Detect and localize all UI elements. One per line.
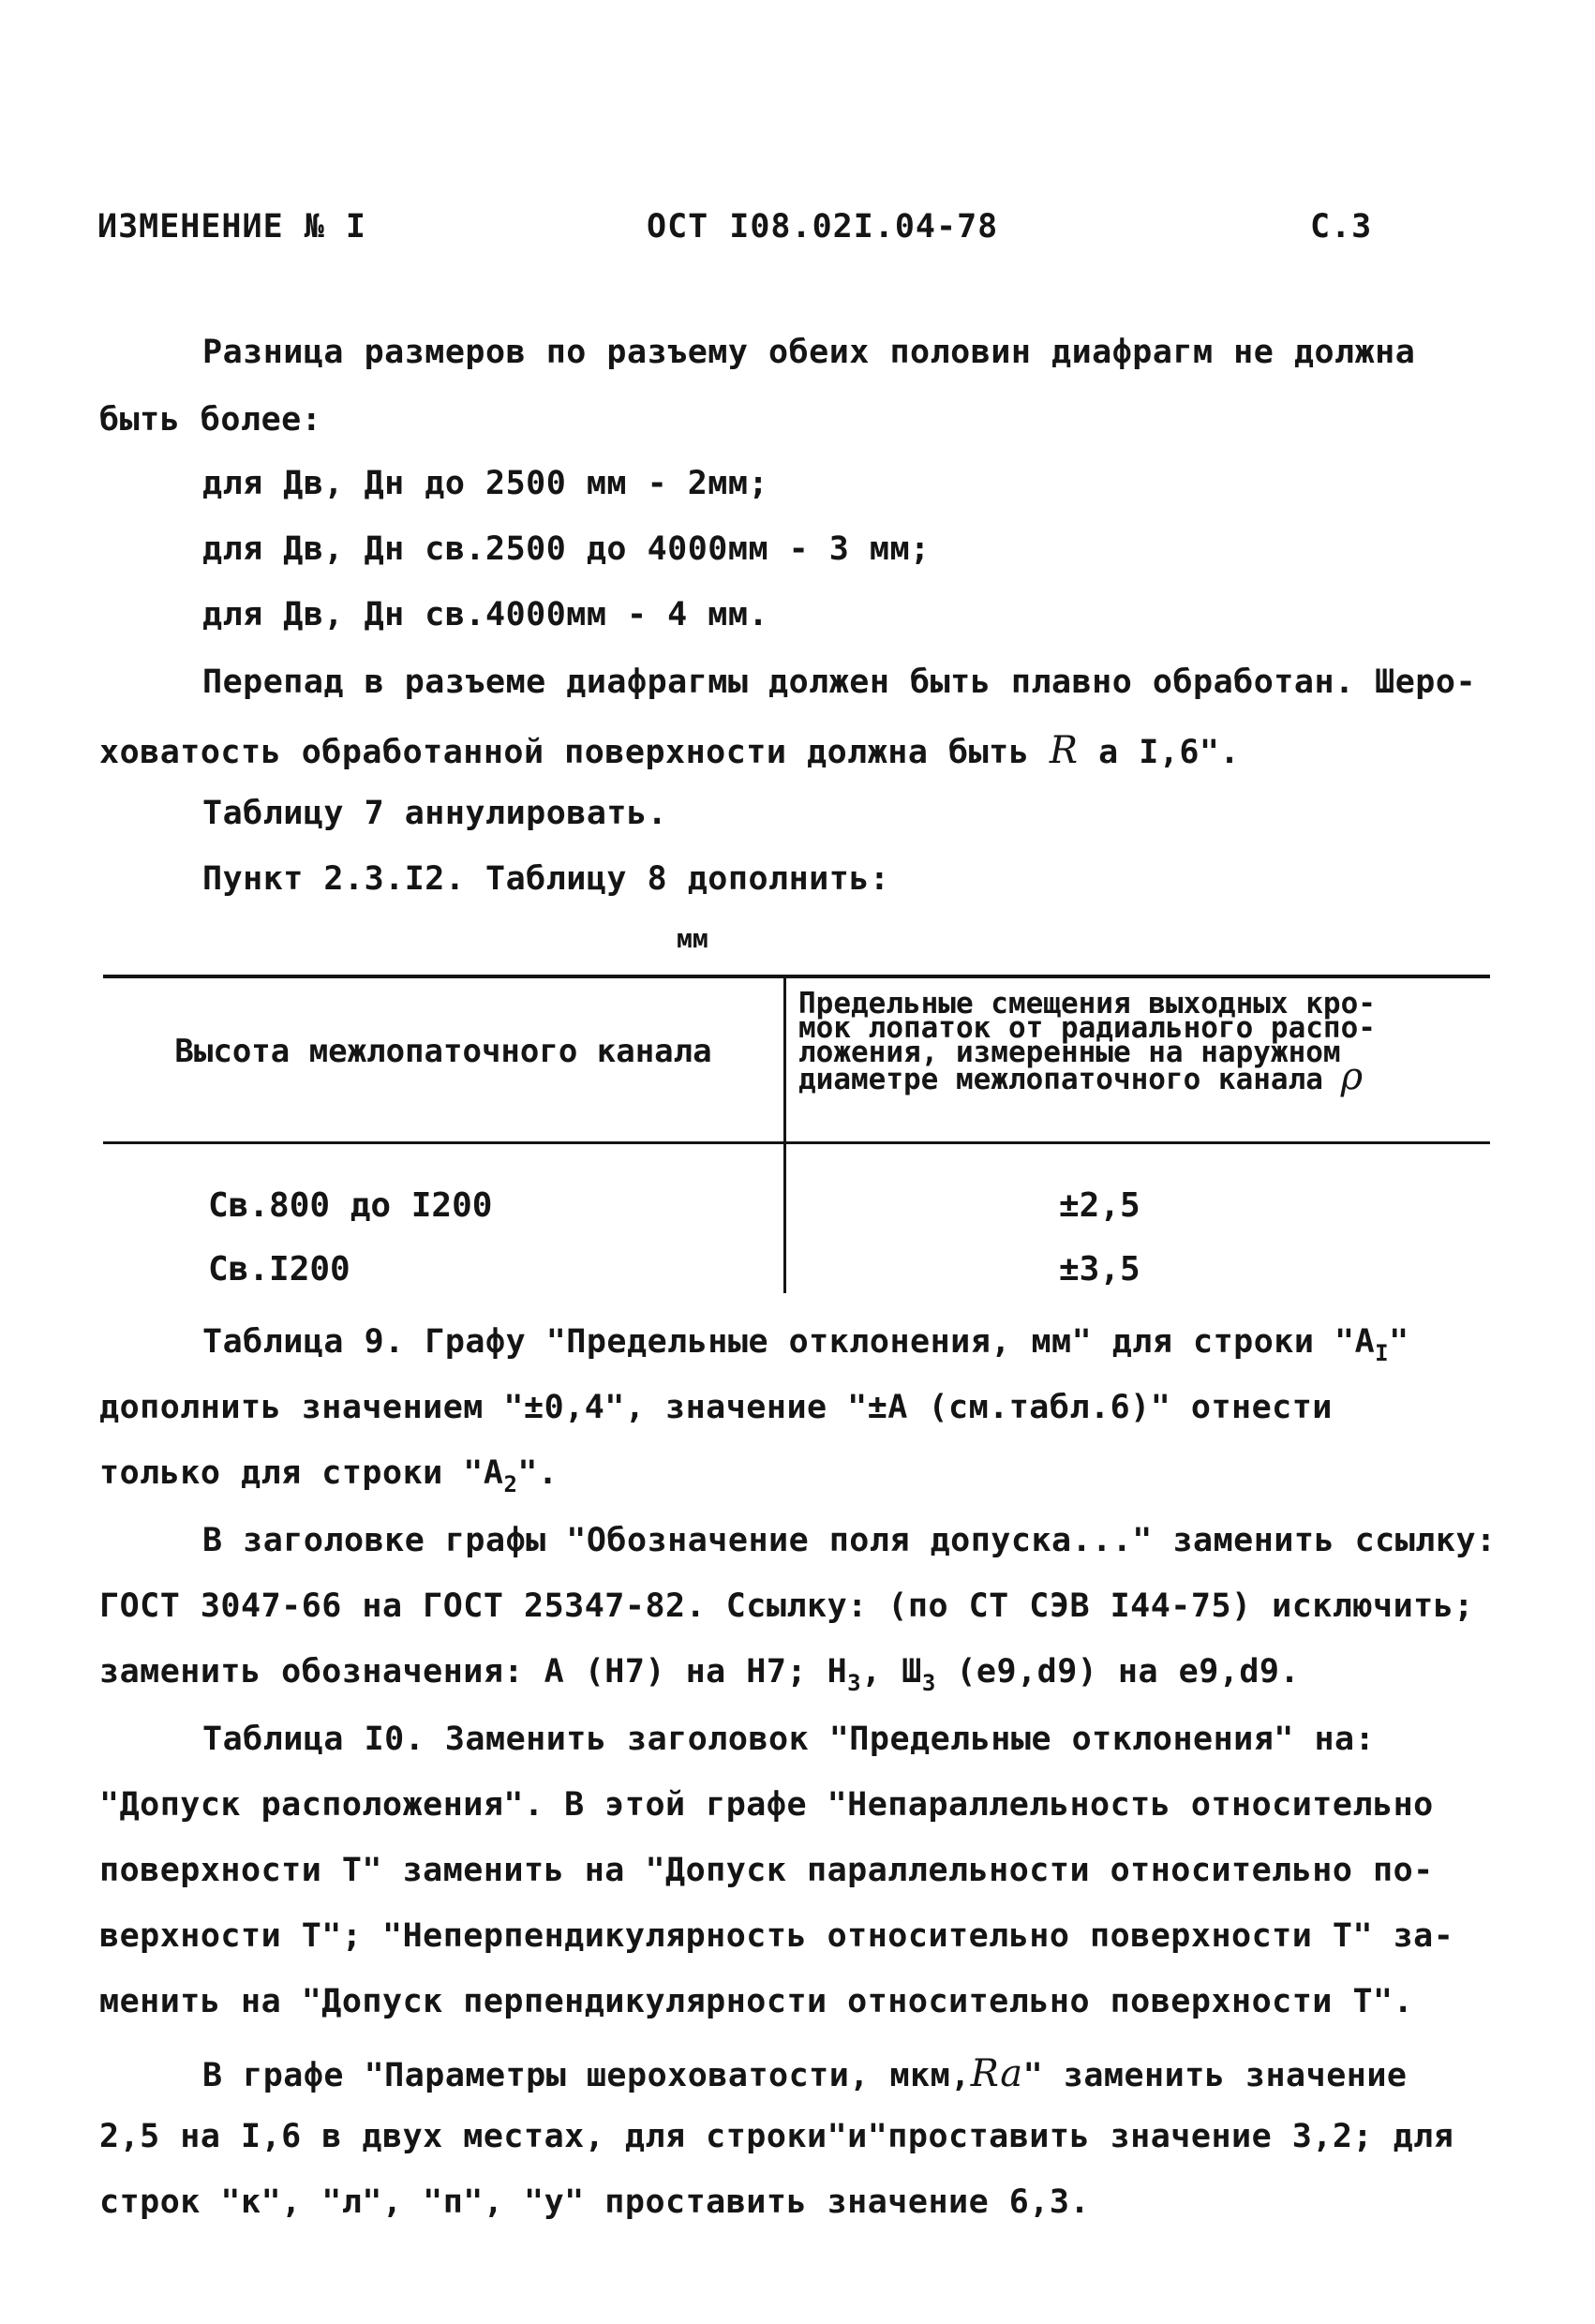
text-fragment: ховатость обработанной поверхности должна быть (99, 734, 1050, 771)
paragraph-line: поверхности Т" заменить на "Допуск параллельности относительно по- (99, 1852, 1434, 1889)
paragraph-line: Пункт 2.3.I2. Таблицу 8 дополнить: (202, 860, 890, 898)
page-number: С.3 (1310, 208, 1373, 246)
list-item: для Дв, Дн до 2500 мм - 2мм; (202, 465, 769, 502)
paragraph-line: только для строки "$А_2$". (99, 1454, 559, 1497)
paragraph-line: 2,5 на I,6 в двух местах, для строки"и"проставить значение 3,2; для (99, 2118, 1454, 2155)
table-header-height: Высота межлопаточного канала (174, 1033, 712, 1070)
change-number: ИЗМЕНЕНИЕ № I (97, 208, 366, 246)
list-item: для Дв, Дн св.2500 до 4000мм - 3 мм; (202, 530, 931, 568)
header-line: ложения, измеренные на наружном (798, 1035, 1341, 1069)
roughness-symbol: R (1049, 729, 1079, 772)
ra-symbol: Ra (970, 2052, 1023, 2095)
table-top-rule (103, 975, 1490, 978)
paragraph-line: Разница размеров по разъему обеих половин диафрагм не должна (202, 334, 1416, 371)
paragraph-line: верхности Т"; "Неперпендикулярность относительно поверхности Т" за- (99, 1917, 1454, 1955)
table-cell-value: ±2,5 (1059, 1186, 1140, 1225)
table-cell-value: ±3,5 (1059, 1250, 1140, 1289)
paragraph-line: В графе "Параметры шероховатости, мкм,Ra" заменить значение (202, 2052, 1408, 2095)
paragraph-line: строк "к", "л", "п", "у" проставить значение 6,3. (99, 2183, 1091, 2221)
paragraph-line: ГОСТ 3047-66 на ГОСТ 25347-82. Ссылку: (по СТ СЭВ I44-75) исключить; (99, 1587, 1474, 1625)
rho-symbol: ρ (1340, 1055, 1364, 1098)
paragraph-line: дополнить значением "±0,4", значение "±А (см.табл.6)" отнести (99, 1389, 1333, 1426)
header-line: диаметре межлопаточного канала ρ (798, 1055, 1364, 1098)
paragraph-line: заменить обозначения: А (Н7) на Н7; $Н_3$, $Ш_3$ (е9,d9) на е9,d9. (99, 1653, 1301, 1696)
table-cell-height: Св.800 до I200 (208, 1186, 493, 1225)
table-column-divider (783, 975, 786, 1293)
paragraph-line (99, 729, 1240, 772)
paragraph-line: Таблицу 7 аннулировать. (202, 795, 668, 832)
header-line: мок лопаток от радиального распо- (798, 1011, 1376, 1045)
list-item: для Дв, Дн св.4000мм - 4 мм. (202, 596, 769, 633)
table-header-displacement (798, 987, 1492, 1098)
paragraph-line: менить на "Допуск перпендикулярности относительно поверхности Т". (99, 1983, 1414, 2020)
paragraph-line: Таблица 9. Графу "Предельные отклонения, мм" для строки "$А_I$" (202, 1323, 1409, 1366)
paragraph-line: В заголовке графы "Обозначение поля допуска..." заменить ссылку: (202, 1522, 1497, 1559)
paragraph-line: Таблица I0. Заменить заголовок "Предельные отклонения" на: (202, 1721, 1376, 1758)
paragraph-line: Перепад в разъеме диафрагмы должен быть плавно обработан. Шеро- (202, 663, 1477, 701)
table-unit: мм (677, 923, 708, 954)
standard-number: ОСТ I08.02I.04-78 (647, 208, 999, 246)
header-line: Предельные смещения выходных кро- (798, 987, 1376, 1020)
table-cell-height: Св.I200 (208, 1250, 350, 1289)
text-fragment: а I,6". (1078, 734, 1241, 771)
paragraph-line: "Допуск расположения". В этой графе "Непараллельность относительно (99, 1786, 1434, 1824)
paragraph-line: быть более: (99, 401, 322, 439)
table-header-rule (103, 1141, 1490, 1144)
